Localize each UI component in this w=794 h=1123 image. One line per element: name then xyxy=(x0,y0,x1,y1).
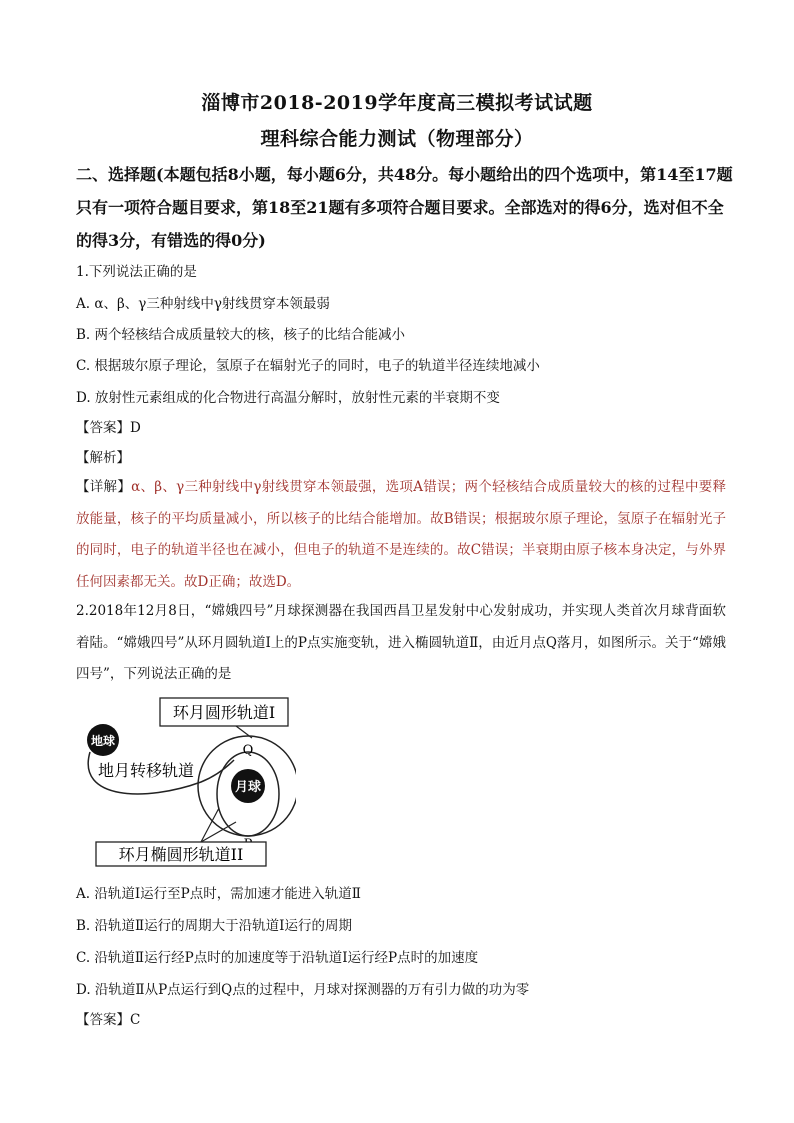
q2-option-b: B. 沿轨道Ⅱ运行的周期大于沿轨道Ⅰ运行的周期 xyxy=(76,918,353,934)
section-heading: 二、选择题(本题包括8小题，每小题6分，共48分。每小题给出的四个选项中，第14至17题只有一项符合题目要求，第18至21题有多项符合题目要求。全部选对的得6分，选对但不全的得3分，有错选的得0分) xyxy=(76,165,733,250)
q1-detail xyxy=(76,472,726,598)
q2-answer: 【答案】C xyxy=(76,1012,141,1028)
q1-detail-label: 【详解】 xyxy=(76,479,132,495)
q1-option-a: A. α、β、γ三种射线中γ射线贯穿本领最弱 xyxy=(76,296,330,312)
page-subtitle: 理科综合能力测试（物理部分） xyxy=(260,128,534,150)
q2-option-d: D. 沿轨道Ⅱ从P点运行到Q点的过程中，月球对探测器的万有引力做的功为零 xyxy=(76,982,530,998)
q1-detail-text: α、β、γ三种射线中γ射线贯穿本领最强，选项A错误；两个轻核结合成质量较大的核的过程中要释放能量，核子的平均质量减小，所以核子的比结合能增加。故B错误；根据玻尔原子理论，氢原子在辐射光子的同时，电子的轨道半径也在减小，但电子的轨道不是连续的。故C错误；半衰期由原子核本身决定，与外界任何因素都无关。故D正确；故选D。 xyxy=(76,479,727,590)
q1-answer: 【答案】D xyxy=(76,420,141,436)
earth-label: 地球 xyxy=(90,734,116,748)
point-q-label: Q xyxy=(242,743,254,758)
q1-option-b: B. 两个轻核结合成质量较大的核，核子的比结合能减小 xyxy=(76,327,406,343)
orbit-diagram xyxy=(76,690,296,870)
transfer-orbit-label: 地月转移轨道 xyxy=(98,761,195,780)
q1-option-c: C. 根据玻尔原子理论，氢原子在辐射光子的同时，电子的轨道半径连续地减小 xyxy=(76,358,540,374)
q1-analysis-label: 【解析】 xyxy=(76,450,130,466)
circular-orbit-label: 环月圆形轨道I xyxy=(172,703,276,722)
q2-stem: 2.2018年12月8日，“嫦娥四号”月球探测器在我国西昌卫星发射中心发射成功，并实现人类首次月球背面软着陆。“嫦娥四号”从环月圆轨道Ⅰ上的P点实施变轨，进入椭圆轨道Ⅱ，由近月点Q落月，如图所示。关于“嫦娥四号”，下列说法正确的是 xyxy=(76,603,726,682)
q1-option-d: D. 放射性元素组成的化合物进行高温分解时，放射性元素的半衰期不变 xyxy=(76,390,500,406)
orbit-figure xyxy=(76,690,296,874)
page-title: 淄博市2018-2019学年度高三模拟考试试题 xyxy=(201,92,593,114)
q2-option-c: C. 沿轨道Ⅱ运行经P点时的加速度等于沿轨道Ⅰ运行经P点时的加速度 xyxy=(76,950,479,966)
moon-label: 月球 xyxy=(234,780,262,795)
elliptical-orbit-label: 环月椭圆形轨道II xyxy=(118,845,244,864)
q2-option-a: A. 沿轨道Ⅰ运行至P点时，需加速才能进入轨道Ⅱ xyxy=(76,886,361,902)
q1-stem: 1.下列说法正确的是 xyxy=(76,264,197,280)
